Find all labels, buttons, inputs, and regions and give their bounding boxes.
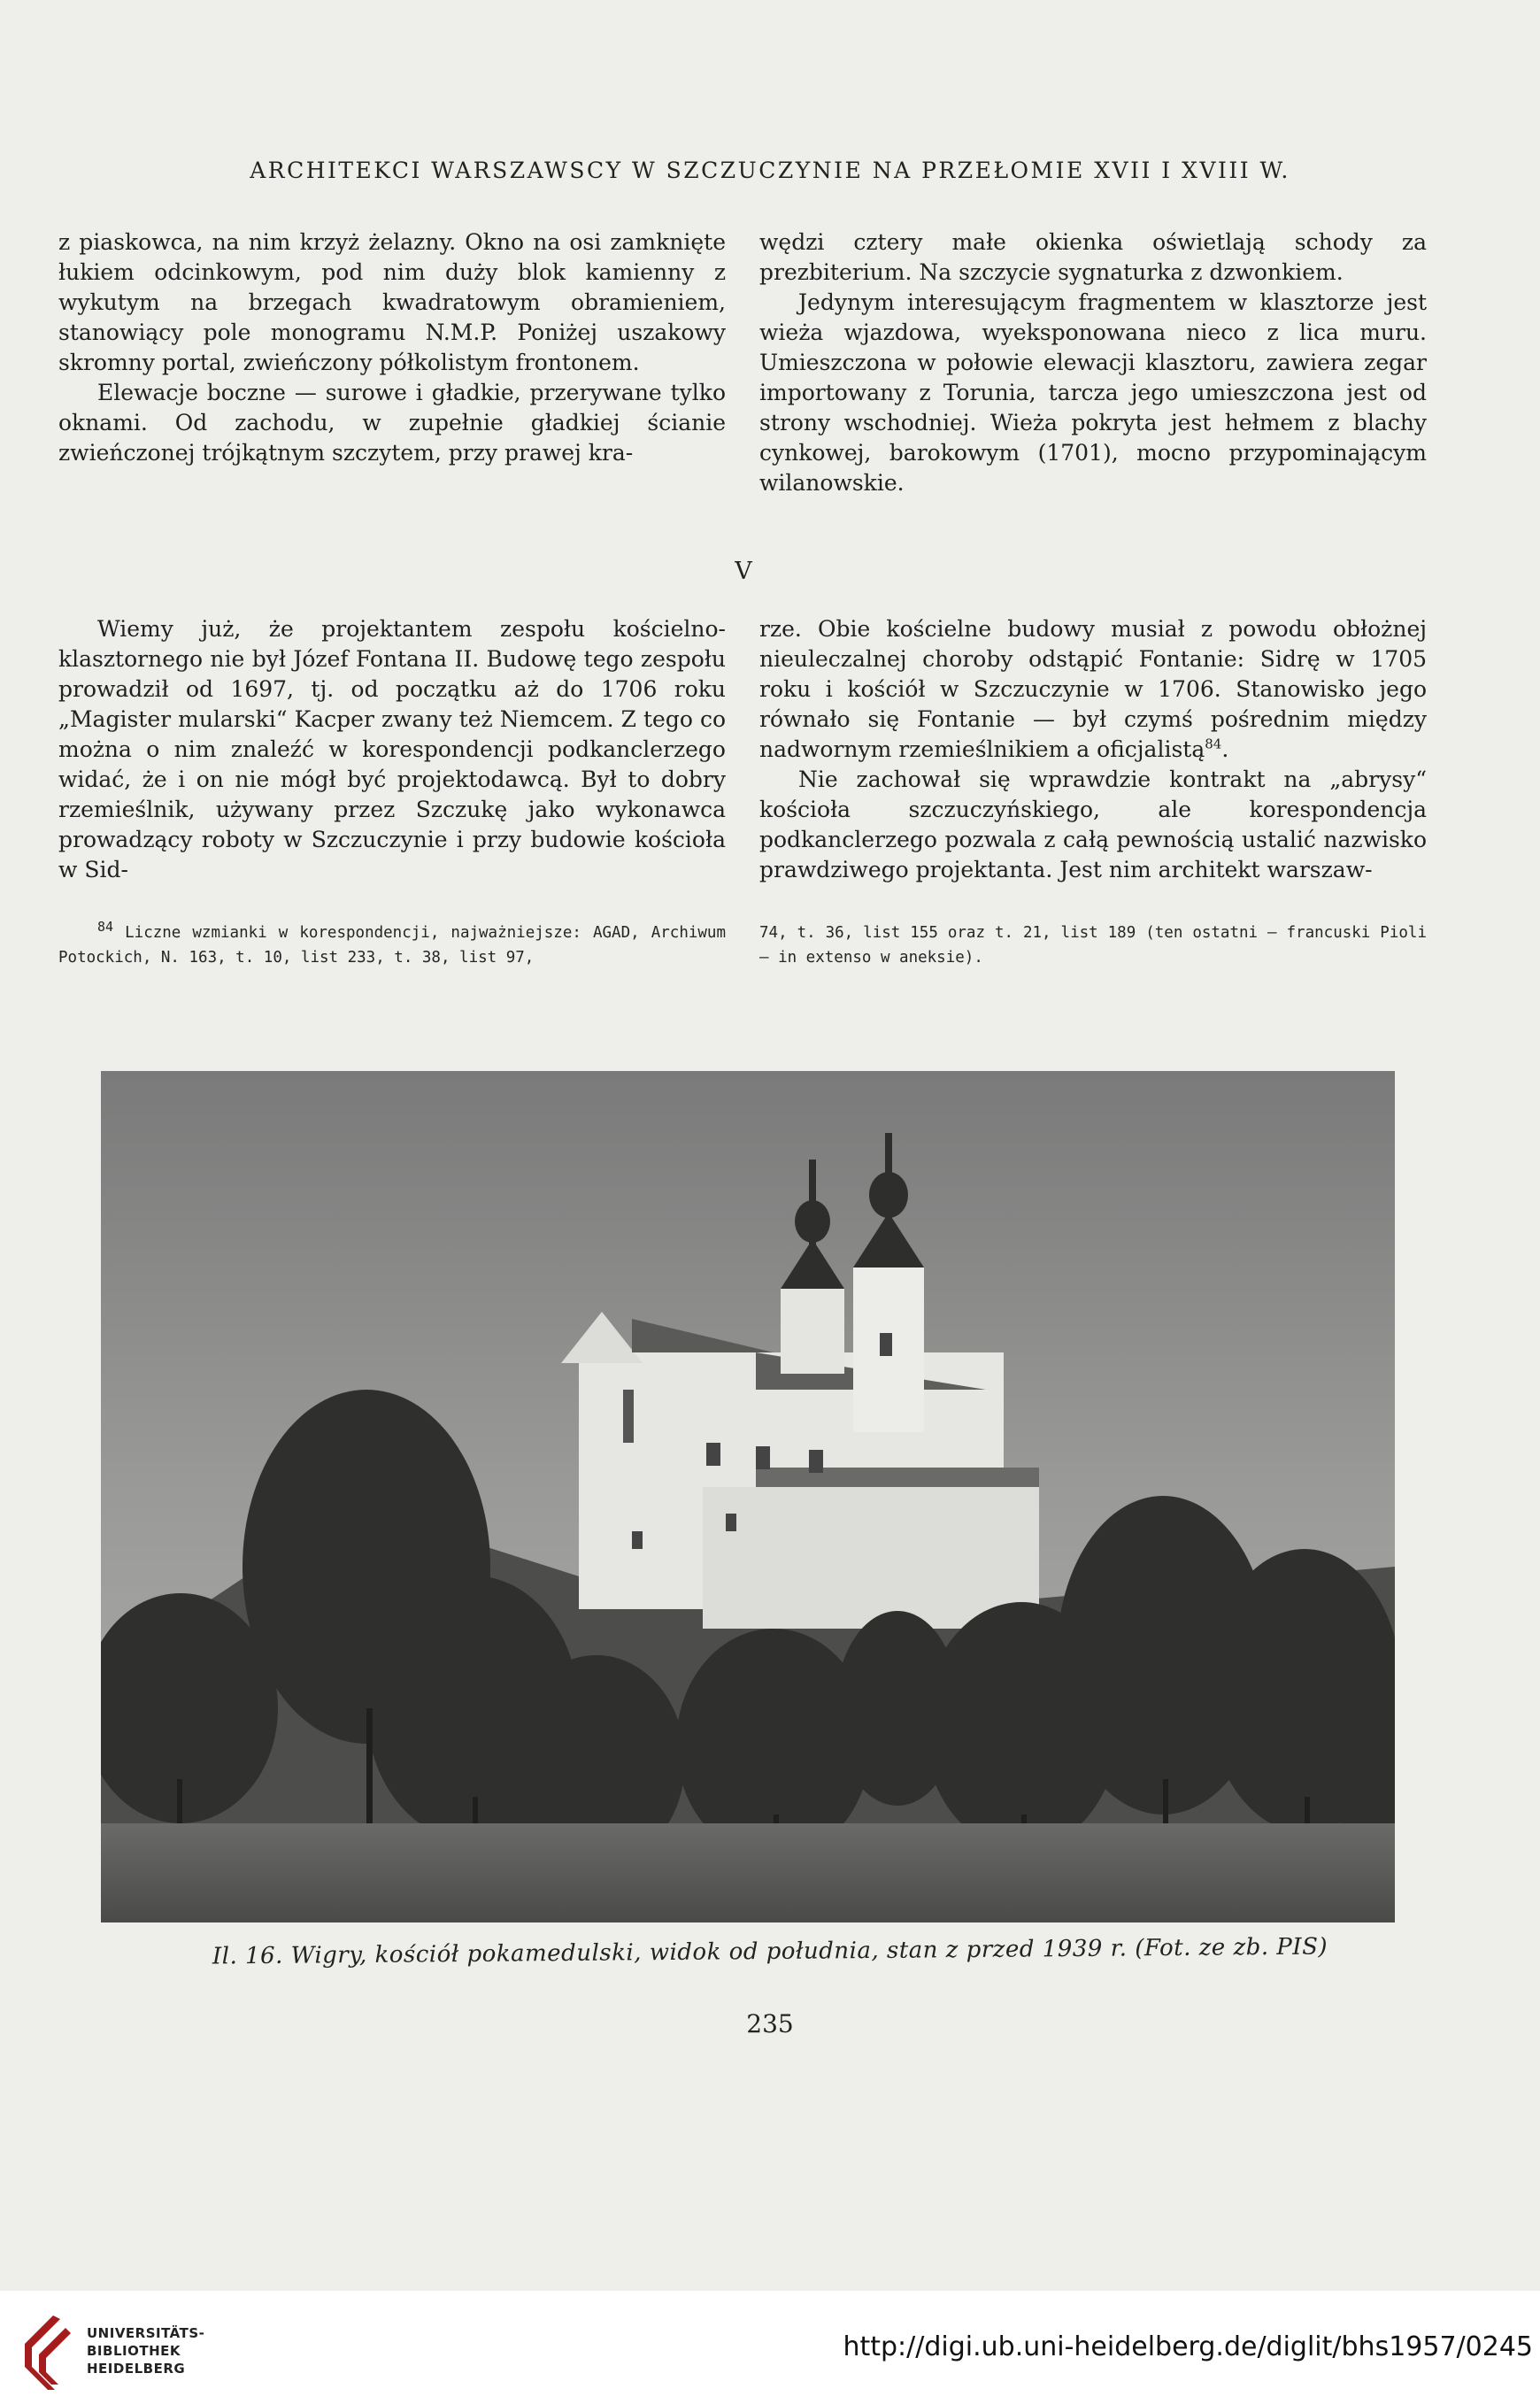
- paragraph: Wiemy już, że projektantem zespołu kościelno-klasztornego nie był Józef Fontana II. Budowę tego zespołu prowadził od 1697, tj. od początku aż do 1706 roku „Magister mularski“ Kacper zwany też Niemcem. Z tego co można o nim znaleźć w korespondencji podkanclerzego widać, że i on nie mógł być projektodawcą. Był to dobry rzemieślnik, używany przez Szczukę jako wykonawca prowadzący roboty w Szczuczynie i przy budowie kościoła w Sid-: [58, 616, 726, 882]
- text-column-left-main: [58, 614, 726, 885]
- paragraph: Nie zachował się wprawdzie kontrakt na „abrysy“ kościoła szczuczyńskiego, ale korespondencja podkanclerzego pozwala z całą pewnością ustalić nazwisko prawdziwego projektanta. Jest nim architekt warszaw-: [759, 767, 1427, 882]
- paragraph-text: .: [1221, 736, 1229, 762]
- text-column-right-main: [759, 614, 1427, 885]
- paragraph: Jedynym interesującym fragmentem w klasztorze jest wieża wjazdowa, wyeksponowana nieco z lica muru. Umieszczona w połowie elewacji klasztoru, zawiera zegar importowany z Torunia, tarcza jego umieszczona jest od strony wschodniej. Wieża pokryta jest hełmem z blachy cynkowej, barokowym (1701), mocno przypominającym wilanowskie.: [759, 289, 1427, 496]
- section-number: V: [735, 558, 752, 585]
- university-library-logo-icon[interactable]: [16, 2310, 78, 2392]
- figure-caption: Il. 16. Wigry, kościół pokamedulski, widok od południa, stan z przed 1939 r. (Fot. ze zb. PIS): [212, 1933, 1328, 1970]
- footnote-text: 74, t. 36, list 155 oraz t. 21, list 189 (ten ostatni — francuski Pioli — in extenso w aneksie).: [759, 924, 1427, 967]
- footnote-text: Liczne wzmianki w korespondencji, najważniejsze: AGAD, Archiwum Potockich, N. 163, t. 10, list 233, t. 38, list 97,: [58, 924, 726, 967]
- paragraph-text: rze. Obie kościelne budowy musiał z powodu obłożnej nieuleczalnej choroby odstąpić Fontanie: Sidrę w 1705 roku i kościół w Szczuczynie w 1706. Stanowisko jego równało się Fontanie — był czymś pośrednim między nadwornym rzemieślnikiem a oficjalistą: [759, 616, 1427, 762]
- photo-illustration: [101, 1071, 1395, 1922]
- paragraph: wędzi cztery małe okienka oświetlają schody za prezbiterium. Na szczycie sygnaturka z dzwonkiem.: [759, 229, 1427, 285]
- paragraph: Elewacje boczne — surowe i gładkie, przerywane tylko oknami. Od zachodu, w zupełnie gładkiej ścianie zwieńczonej trójkątnym szczytem, przy prawej kra-: [58, 380, 726, 466]
- running-header: ARCHITEKCI WARSZAWSCY W SZCZUCZYNIE NA PRZEŁOMIE XVII I XVIII W.: [250, 158, 1290, 183]
- text-column-left-top: [58, 227, 726, 468]
- source-url-link[interactable]: http://digi.ub.uni-heidelberg.de/diglit/bhs1957/0245: [843, 2331, 1533, 2362]
- text-column-right-top: [759, 227, 1427, 498]
- paragraph: z piaskowca, na nim krzyż żelazny. Okno na osi zamknięte łukiem odcinkowym, pod nim duży blok kamienny z wykutym na brzegach kwadratowym obramieniem, stanowiący pole monogramu N.M.P. Poniżej uszakowy skromny portal, zwieńczony półkolistym frontonem.: [58, 229, 726, 375]
- paragraph: [759, 614, 1427, 765]
- library-footer: [0, 2291, 1540, 2404]
- footnote-left: [58, 921, 726, 970]
- footnote-number: 84: [97, 919, 114, 936]
- church-photograph: [101, 1071, 1395, 1922]
- library-name-line: UNIVERSITÄTS-: [87, 2325, 205, 2341]
- footnote-reference: 84: [1205, 736, 1222, 752]
- footnote-right: [759, 921, 1427, 970]
- library-name-line: BIBLIOTHEK: [87, 2343, 181, 2359]
- page-number: 235: [746, 2009, 794, 2038]
- library-name-line: HEIDELBERG: [87, 2361, 186, 2377]
- library-name: [87, 2324, 204, 2377]
